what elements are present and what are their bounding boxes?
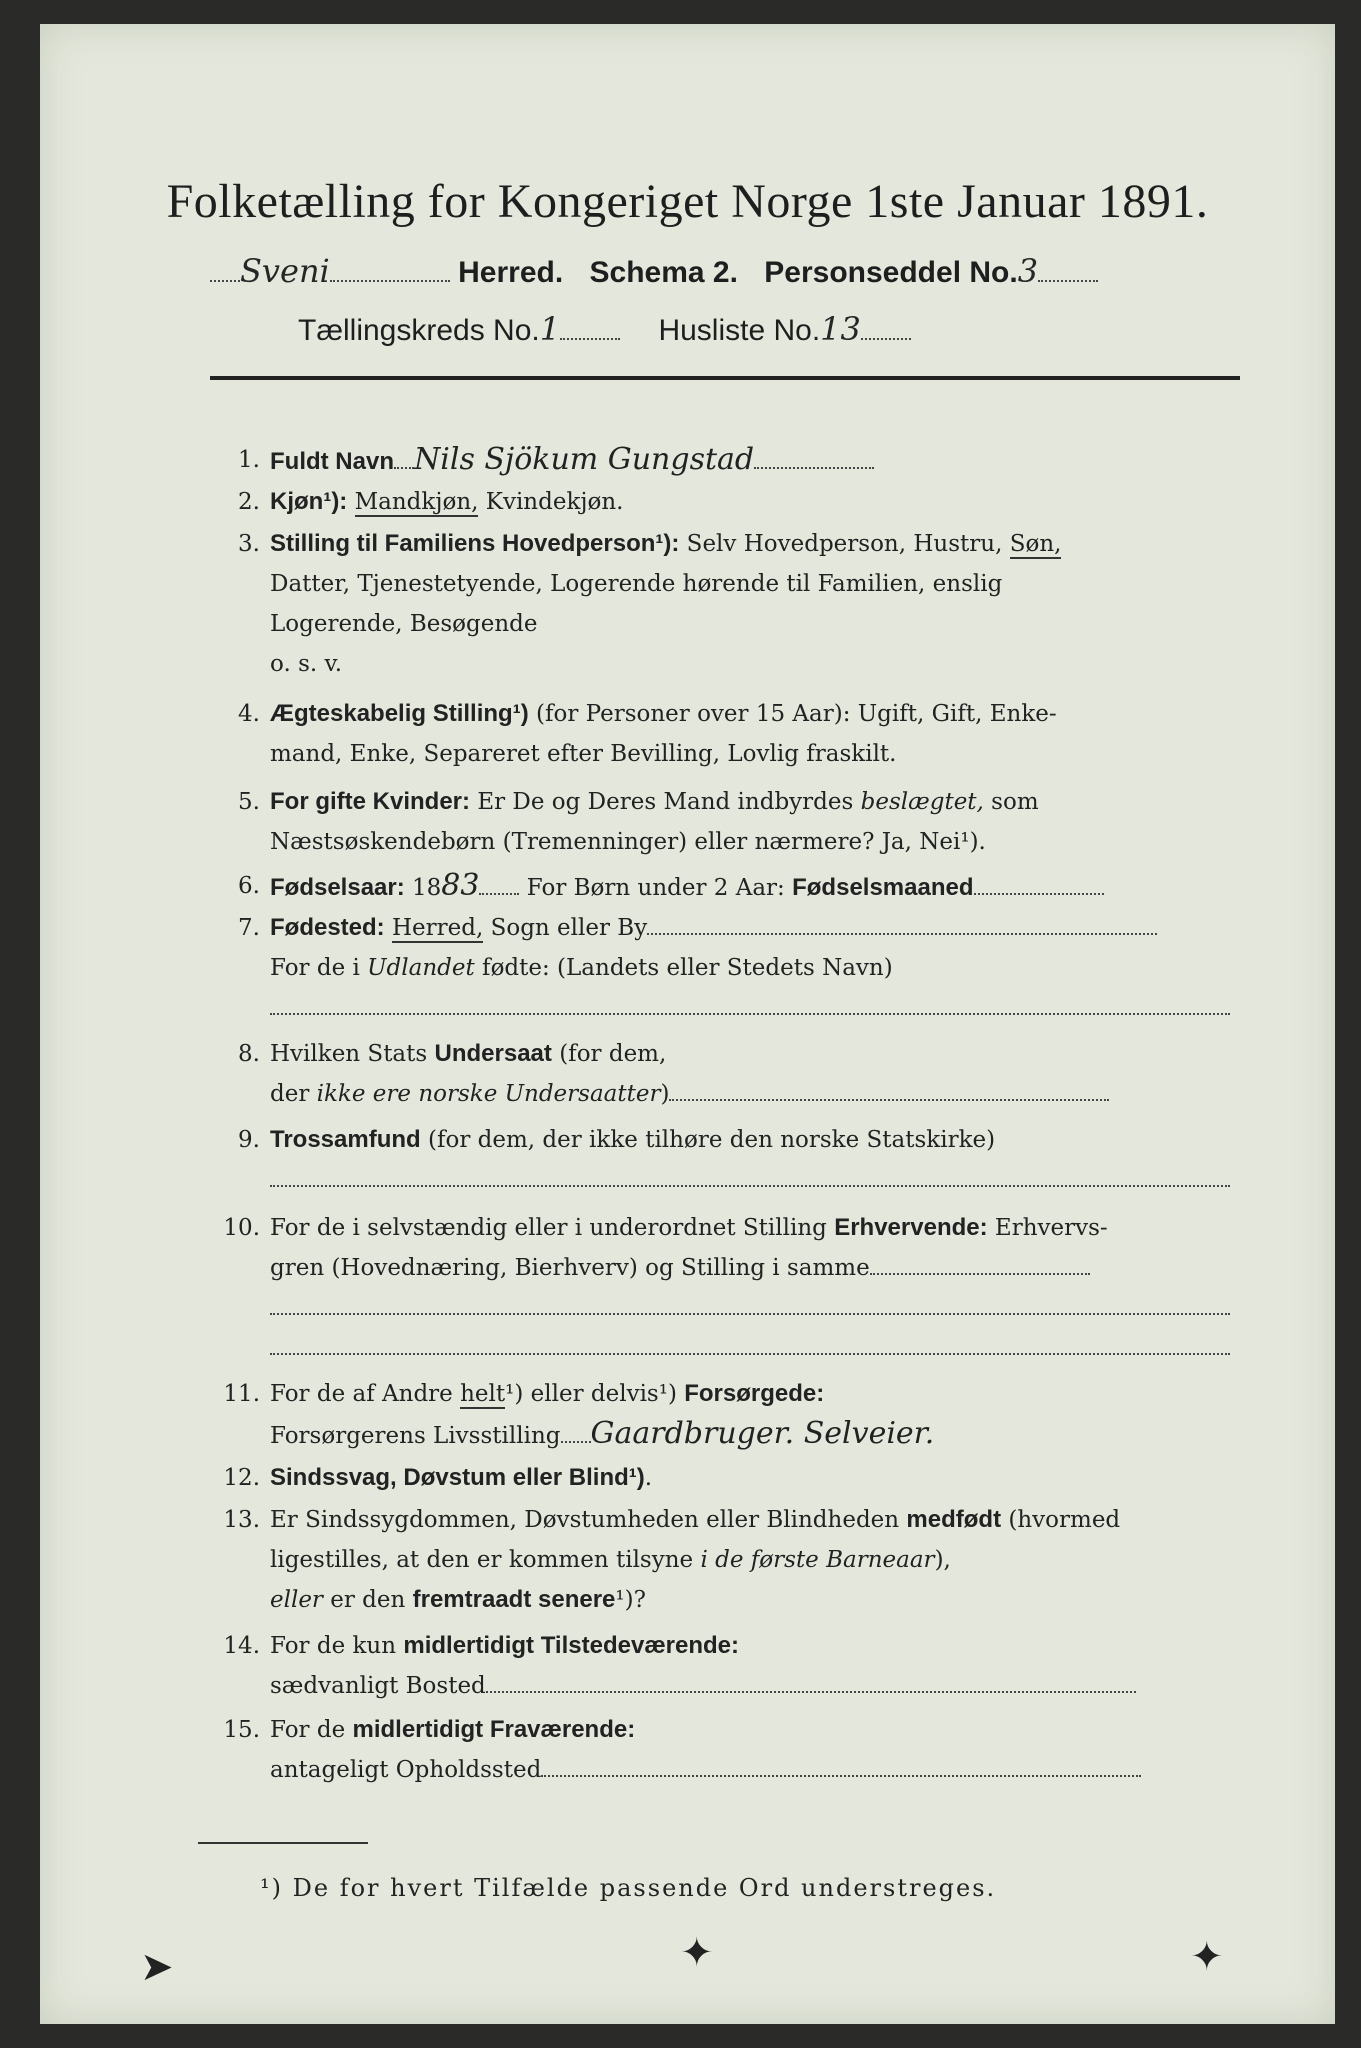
- corner-mark-center: ✦: [680, 1930, 714, 1976]
- mandkjon-underlined: Mandkjøn,: [354, 489, 479, 515]
- form-title: Folketælling for Kongeriget Norge 1ste Januar 1891.: [166, 175, 1209, 228]
- herred-line: [210, 252, 1098, 290]
- name-value: Nils Sjökum Gungstad: [414, 442, 755, 477]
- corner-mark-left: ➤: [140, 1944, 174, 1990]
- personseddel-value: 3: [1017, 252, 1039, 290]
- herred-underlined: Herred,: [391, 915, 484, 941]
- personseddel-label: Personseddel No.: [764, 256, 1018, 289]
- corner-mark-right: ✦: [1190, 1934, 1224, 1980]
- son-underlined: Søn,: [1009, 531, 1062, 557]
- taellingskreds-label: Tællingskreds No.: [298, 314, 540, 347]
- husliste-label: Husliste No.: [658, 314, 821, 347]
- birth-year-value: 83: [441, 868, 480, 903]
- census-form: Folketælling for Kongeriget Norge 1ste Januar 1891. Sveni Herred. Schema 2. Personseddel No.3 Tællingskreds No.1 Husliste No.13 1. Fuldt Navn Nils Sjökum Gungstad 2. Kjøn¹): Mandkjøn, Kvindekjøn. 3. Stilling til Familiens Hovedperson¹): Selv Hovedperson, Hustru, Søn, Datter, Tjenestetyende, Logerende hørende til Familien, enslig Logerende, Besøgende o. s. v. 4. Ægteskabelig Stilling¹) (for Personer over 15 Aar): Ugift, Gift, Enke- mand, Enke, Separeret efter Bevilling, Lovlig fraskilt. 5. For gifte Kvinder: Er De og Deres Mand indbyrdes beslægtet, som Næstsøskendebørn (Tremenninger) eller nærmere? Ja, Nei¹). 6. Fødselsaar: 1883 For Børn under 2 Aar: Fødselsmaaned 7. Fødested: Herred, Sogn eller By For de i Udlandet fødte: (Landets eller Stedets Navn) 8. Hvilken Stats Undersaat (for dem, der ikke ere norske Undersaatter) 9. Trossamfund (for dem, der ikke tilhøre den norske Statskirke) 10. For de i selvstændig eller i underordnet Stilling Erhvervende: Erhvervs- gren (Hovednæring, Bierhverv) og Stilling i samme 11. For de af Andre helt¹) eller delvis¹) Forsørgede: Forsørgerens Livsstilling Gaardbruger. Selveier. 12. Sindssvag, Døvstum eller Blind¹). 13. Er Sindssygdommen, Døvstumheden eller Blindheden medfødt (hvormed ligestilles, at den er kommen tilsyne i de første Barneaar), eller er den fremtraadt senere¹)? 14. For de kun midlertidigt Tilstedeværende: sædvanligt Bosted 15. For de midlertidigt Fraværende: antageligt Opholdssted ¹) De for hvert Tilfælde passende Ord understreges. ➤ ✦ ✦: [40, 24, 1335, 2024]
- schema-label: Schema 2.: [589, 256, 738, 289]
- provider-occupation-value: Gaardbruger. Selveier.: [590, 1416, 935, 1451]
- herred-value: Sveni: [240, 252, 330, 290]
- herred-label: Herred.: [458, 256, 564, 289]
- helt-underlined: helt: [460, 1381, 506, 1407]
- footnote-rule: [198, 1842, 368, 1844]
- footnote: ¹) De for hvert Tilfælde passende Ord understreges.: [260, 1874, 997, 1902]
- husliste-value: 13: [820, 310, 861, 348]
- taellingskreds-value: 1: [539, 310, 561, 348]
- header-rule: [210, 376, 1240, 380]
- kreds-line: [298, 310, 911, 348]
